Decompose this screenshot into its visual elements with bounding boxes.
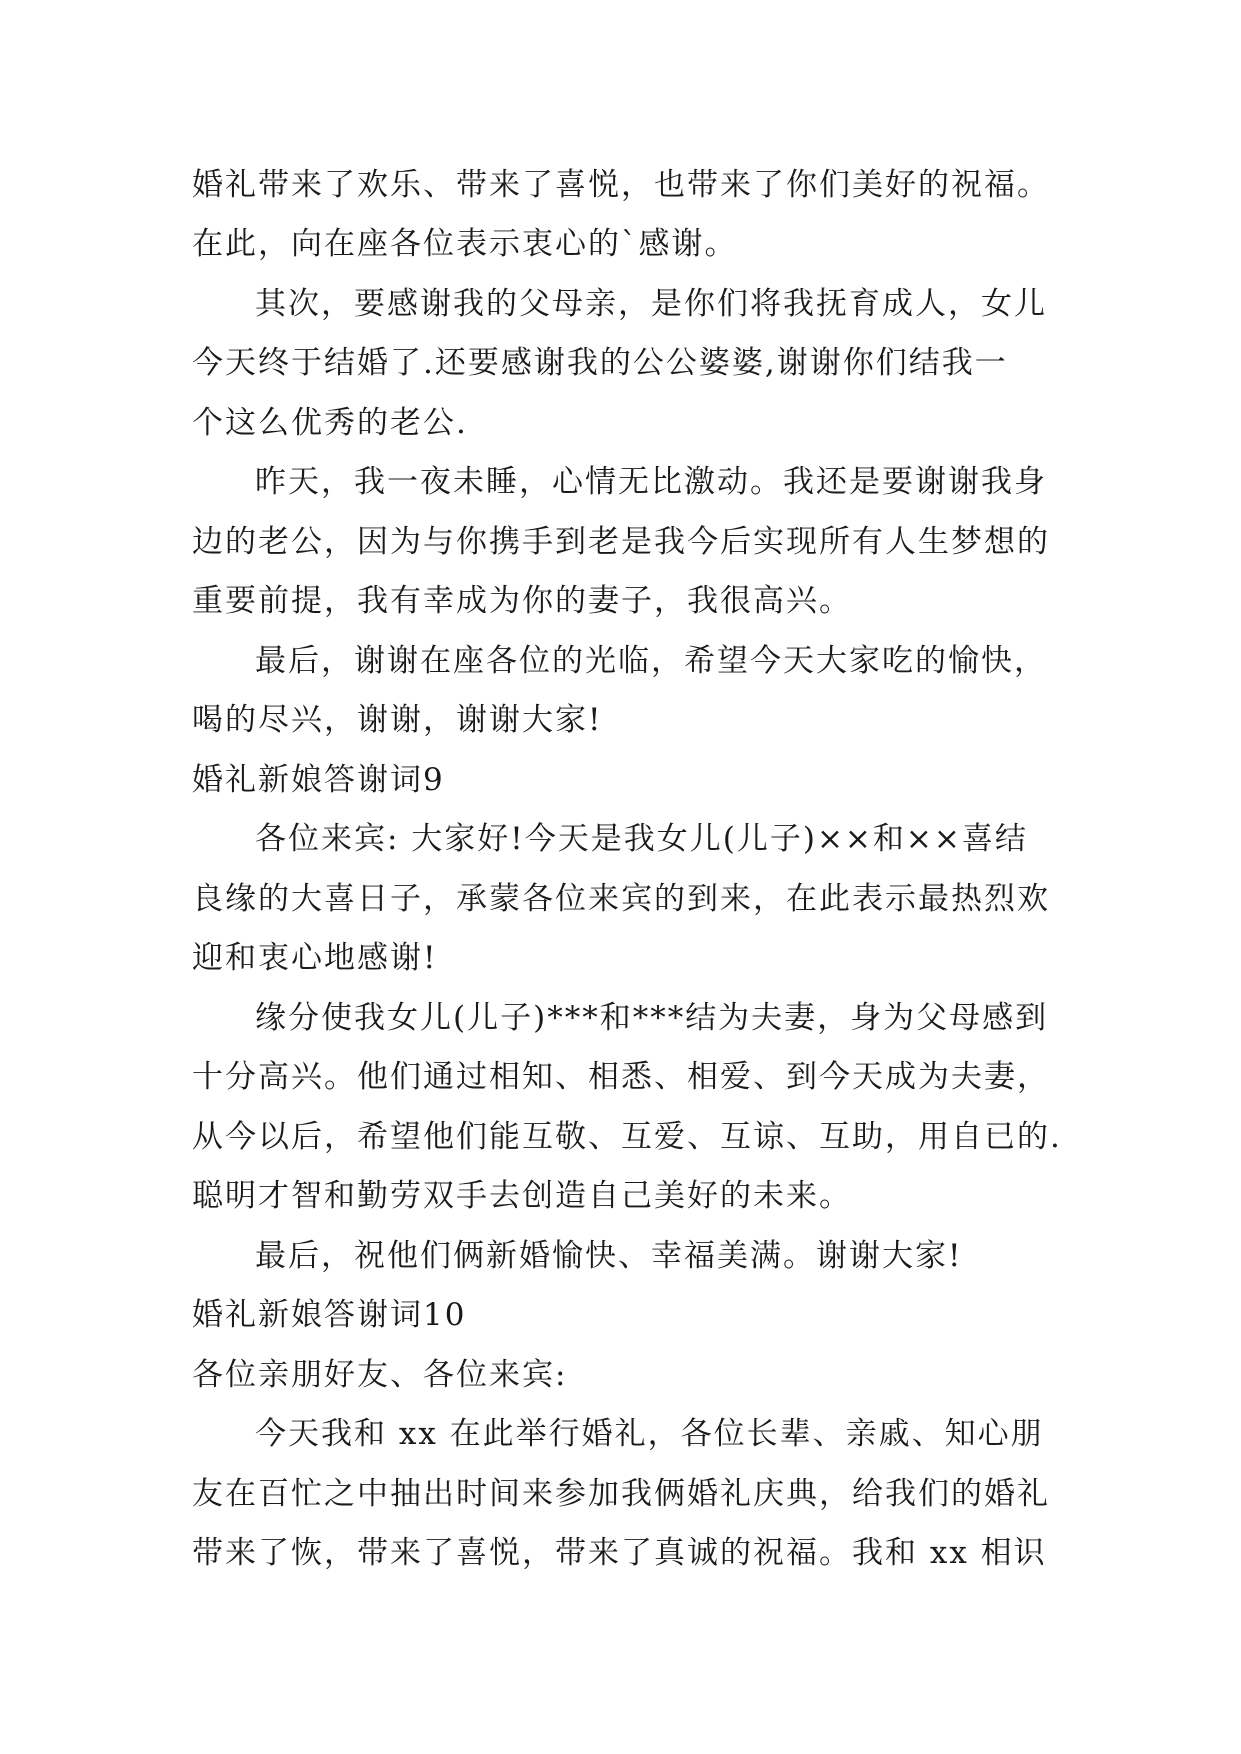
text-line: 重要前提，我有幸成为你的妻子，我很高兴。 (192, 583, 852, 619)
text-line: 迎和衷心地感谢! (192, 940, 438, 976)
section-heading: 婚礼新娘答谢词10 (192, 1297, 467, 1333)
text-line: 友在百忙之中抽出时间来参加我俩婚礼庆典，给我们的婚礼 (192, 1476, 1050, 1512)
text-line: 良缘的大喜日子，承蒙各位来宾的到来，在此表示最热烈欢 (192, 881, 1050, 917)
paragraph-first-line: 各位来宾: 大家好!今天是我女儿(儿子)××和××喜结 (255, 821, 1028, 857)
salutation-line: 各位亲朋好友、各位来宾: (192, 1357, 568, 1393)
text-line: 从今以后，希望他们能互敬、互爱、互谅、互助，用自已的. (192, 1119, 1062, 1155)
text-line: 在此，向在座各位表示衷心的`感谢。 (192, 226, 738, 262)
text-line: 聪明才智和勤劳双手去创造自己美好的未来。 (192, 1178, 852, 1214)
paragraph-first-line: 其次，要感谢我的父母亲，是你们将我抚育成人，女儿 (255, 286, 1047, 322)
text-line: 喝的尽兴，谢谢，谢谢大家! (192, 702, 603, 738)
paragraph-first-line: 最后，祝他们俩新婚愉快、幸福美满。谢谢大家! (255, 1238, 963, 1274)
section-heading: 婚礼新娘答谢词9 (192, 762, 445, 798)
paragraph-first-line: 昨天，我一夜未睡，心情无比激动。我还是要谢谢我身 (255, 464, 1047, 500)
paragraph-first-line: 缘分使我女儿(儿子)***和***结为夫妻，身为父母感到 (255, 1000, 1049, 1036)
text-line: 今天终于结婚了.还要感谢我的公公婆婆,谢谢你们结我一 (192, 345, 1008, 381)
text-line: 婚礼带来了欢乐、带来了喜悦，也带来了你们美好的祝福。 (192, 167, 1050, 203)
paragraph-first-line: 今天我和 xx 在此举行婚礼，各位长辈、亲戚、知心朋 (255, 1416, 1044, 1452)
text-line: 个这么优秀的老公. (192, 405, 468, 441)
paragraph-first-line: 最后，谢谢在座各位的光临，希望今天大家吃的愉快， (255, 643, 1047, 679)
text-line: 十分高兴。他们通过相知、相悉、相爱、到今天成为夫妻， (192, 1059, 1050, 1095)
text-line: 带来了恢，带来了喜悦，带来了真诚的祝福。我和 xx 相识 (192, 1535, 1047, 1571)
text-line: 边的老公，因为与你携手到老是我今后实现所有人生梦想的 (192, 524, 1050, 560)
